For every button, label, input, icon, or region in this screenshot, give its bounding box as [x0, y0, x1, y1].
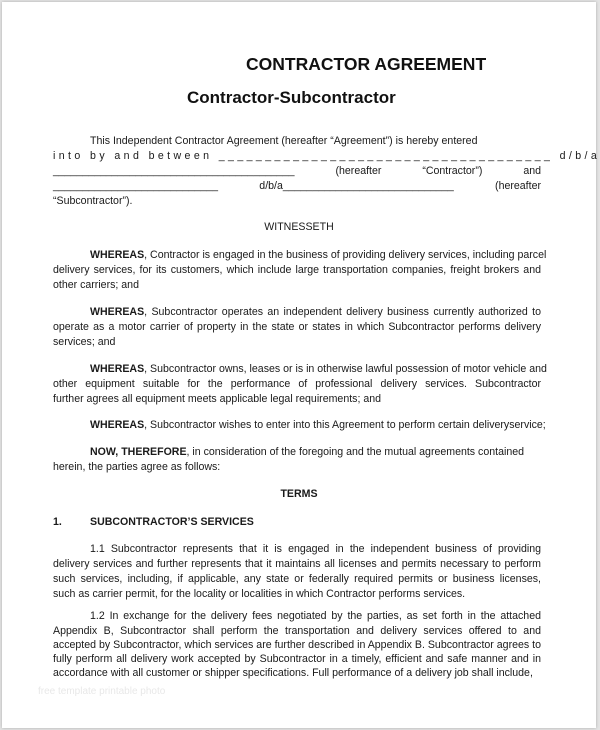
document-title: CONTRACTOR AGREEMENT — [246, 54, 487, 74]
para-1-2-line-4: fully perform all delivery work accepted by Subcontractor in a timely, efficient and safe manner and in — [53, 653, 541, 665]
para-1-2-line-3: accepted by Subcontractor, which services are further described in Appendix B. Subcontractor agrees to — [53, 639, 541, 651]
whereas-4-text: , Subcontractor wishes to enter into this Agreement to perform certain deliveryservice; — [144, 419, 546, 431]
whereas-1-line-1 — [90, 248, 547, 262]
whereas-1-line-3: other carriers; and — [53, 279, 139, 291]
section-1-number: 1. — [53, 516, 62, 528]
whereas-3-text: , Subcontractor owns, leases or is in otherwise lawful possession of motor vehicle and — [144, 363, 547, 375]
whereas-label: WHEREAS — [90, 249, 145, 261]
para-1-1-line-1: 1.1 Subcontractor represents that it is engaged in the independent business of providing — [90, 543, 541, 555]
terms-heading: TERMS — [280, 488, 318, 500]
para-1-1-line-2: delivery services and further represents that it maintains all licenses and permits necessary to perform — [53, 558, 541, 570]
whereas-3-line-3: further agrees all equipment meets applicable legal requirements; and — [53, 393, 382, 405]
whereas-1-text: , Contractor is engaged in the business of providing delivery services, including parcel — [144, 249, 547, 261]
whereas-label: WHEREAS — [90, 306, 145, 318]
whereas-1-line-2: delivery services, for its customers, which include large transportation companies, freight brokers and — [53, 264, 541, 276]
para-1-2-line-2: Appendix B, Subcontractor shall perform the transportation and delivery services offered to and — [53, 625, 541, 637]
intro-line-2: into by and between ____________________________________ d/b/a — [53, 150, 600, 162]
document-page — [2, 2, 600, 728]
para-1-2-line-1: 1.2 In exchange for the delivery fees negotiated by the parties, as set forth in the attached — [90, 610, 541, 622]
whereas-2-line-3: services; and — [53, 336, 116, 348]
document-subtitle: Contractor-Subcontractor — [187, 88, 396, 107]
section-1-title: SUBCONTRACTOR’S SERVICES — [90, 516, 254, 528]
whereas-label: WHEREAS — [90, 363, 145, 375]
whereas-4-line-1 — [90, 418, 546, 432]
para-1-1-line-3: such services, including, if applicable, any state or federally required permits or business licenses, — [53, 573, 541, 585]
now-therefore-label: NOW, THEREFORE — [90, 446, 187, 458]
whereas-2-text: , Subcontractor operates an independent delivery business currently authorized to — [144, 306, 541, 318]
now-therefore-line-2: herein, the parties agree as follows: — [53, 461, 221, 473]
whereas-2-line-2: operate as a motor carrier of property in the state or states in which Subcontractor performs delivery — [53, 321, 541, 333]
para-1-2-line-5: accordance with all customer or shipper specifications. Full performance of a delivery job shall include, — [53, 667, 533, 679]
intro-line-3: _________________________________________ (hereafter “Contractor”) and — [53, 165, 541, 177]
whereas-3-line-1 — [90, 362, 547, 376]
whereas-2-line-1 — [90, 305, 541, 319]
whereas-label: WHEREAS — [90, 419, 145, 431]
now-therefore-text: , in consideration of the foregoing and the mutual agreements contained — [186, 446, 524, 458]
intro-line-4: ____________________________ d/b/a_____________________________ (hereafter — [53, 180, 541, 192]
watermark: free template printable photo — [38, 686, 166, 697]
para-1-1-line-4: such as carrier permit, for the locality or localities in which Contractor performs services. — [53, 588, 466, 600]
intro-line-5: “Subcontractor”). — [53, 195, 133, 207]
now-therefore-line-1 — [90, 445, 541, 459]
whereas-3-line-2: other equipment suitable for the performance of professional delivery services. Subcontractor — [53, 378, 541, 390]
witnesseth-heading: WITNESSETH — [264, 221, 334, 233]
intro-line-1: This Independent Contractor Agreement (hereafter “Agreement”) is hereby entered — [90, 135, 478, 147]
